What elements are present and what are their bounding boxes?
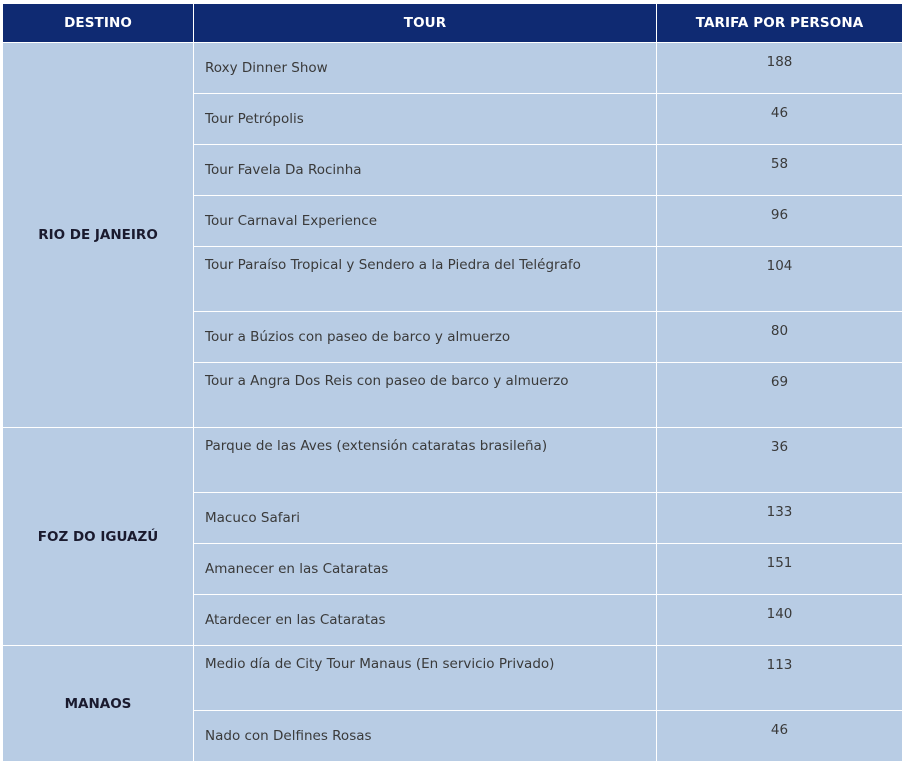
tour-cell: Tour a Angra Dos Reis con paseo de barco y almuerzo bbox=[194, 363, 657, 428]
tour-cell: Roxy Dinner Show bbox=[194, 43, 657, 94]
header-destino: DESTINO bbox=[3, 4, 194, 43]
price-cell: 151 bbox=[657, 544, 903, 595]
price-cell: 36 bbox=[657, 428, 903, 493]
price-cell: 46 bbox=[657, 711, 903, 762]
tour-cell: Tour Favela Da Rocinha bbox=[194, 145, 657, 196]
tour-cell: Macuco Safari bbox=[194, 493, 657, 544]
table-row bbox=[3, 43, 903, 94]
tour-cell: Tour Paraíso Tropical y Sendero a la Piedra del Telégrafo bbox=[194, 247, 657, 312]
tours-price-table bbox=[2, 3, 903, 762]
price-cell: 46 bbox=[657, 94, 903, 145]
price-cell: 80 bbox=[657, 312, 903, 363]
price-cell: 69 bbox=[657, 363, 903, 428]
destination-cell: RIO DE JANEIRO bbox=[3, 43, 194, 428]
tour-cell: Tour a Búzios con paseo de barco y almuerzo bbox=[194, 312, 657, 363]
price-cell: 133 bbox=[657, 493, 903, 544]
destination-cell: MANAOS bbox=[3, 646, 194, 762]
tour-cell: Tour Petrópolis bbox=[194, 94, 657, 145]
price-cell: 58 bbox=[657, 145, 903, 196]
tour-cell: Atardecer en las Cataratas bbox=[194, 595, 657, 646]
tour-cell: Parque de las Aves (extensión cataratas brasileña) bbox=[194, 428, 657, 493]
price-cell: 113 bbox=[657, 646, 903, 711]
price-cell: 96 bbox=[657, 196, 903, 247]
header-tarifa: TARIFA POR PERSONA bbox=[657, 4, 903, 43]
tour-cell: Nado con Delfines Rosas bbox=[194, 711, 657, 762]
tour-cell: Tour Carnaval Experience bbox=[194, 196, 657, 247]
tour-cell: Medio día de City Tour Manaus (En servicio Privado) bbox=[194, 646, 657, 711]
price-cell: 188 bbox=[657, 43, 903, 94]
destination-cell: FOZ DO IGUAZÚ bbox=[3, 428, 194, 646]
table-row bbox=[3, 428, 903, 493]
header-tour: TOUR bbox=[194, 4, 657, 43]
table-row bbox=[3, 646, 903, 711]
price-cell: 104 bbox=[657, 247, 903, 312]
tour-cell: Amanecer en las Cataratas bbox=[194, 544, 657, 595]
header-row bbox=[3, 4, 903, 43]
price-cell: 140 bbox=[657, 595, 903, 646]
